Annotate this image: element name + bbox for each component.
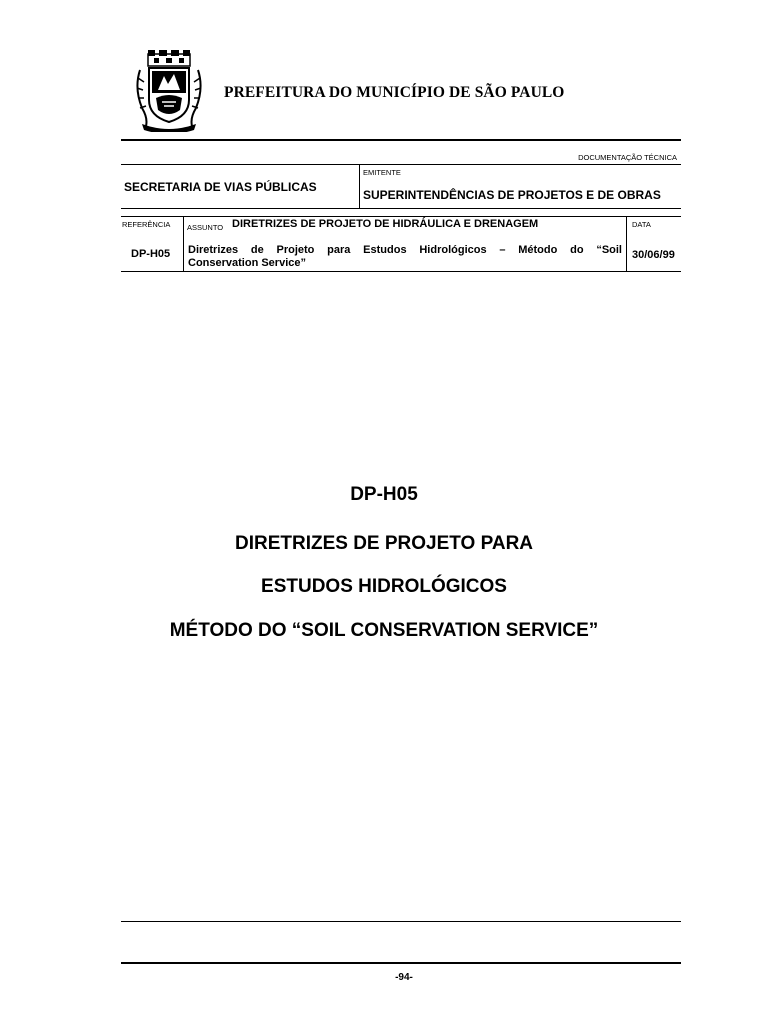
- table-divider: [359, 164, 360, 209]
- document-date: 30/06/99: [632, 249, 675, 261]
- issuer-label: EMITENTE: [363, 168, 401, 177]
- header-divider: [121, 139, 681, 141]
- footer-divider: [121, 921, 681, 922]
- main-title-line-2: ESTUDOS HIDROLÓGICOS: [261, 576, 507, 597]
- coat-of-arms-logo: [134, 48, 204, 132]
- doc-type-label: DOCUMENTAÇÃO TÉCNICA: [578, 153, 677, 162]
- page-number: -94-: [395, 972, 413, 983]
- main-title-line-1: DIRETRIZES DE PROJETO PARA: [234, 533, 534, 554]
- table-rule: [121, 208, 681, 209]
- organization-title: PREFEITURA DO MUNICÍPIO DE SÃO PAULO: [224, 84, 565, 101]
- document-code-heading: DP-H05: [350, 484, 418, 505]
- reference-code: DP-H05: [131, 248, 171, 260]
- table-rule: [121, 271, 681, 272]
- reference-label: REFERÊNCIA: [122, 220, 171, 229]
- subject-description-line-2: Conservation Service”: [188, 257, 306, 269]
- table-rule: [121, 216, 681, 217]
- department-name: SECRETARIA DE VIAS PÚBLICAS: [124, 180, 317, 194]
- table-rule: [121, 164, 681, 165]
- table-divider: [183, 216, 184, 272]
- footer-divider: [121, 962, 681, 964]
- subject-label: ASSUNTO: [187, 223, 224, 232]
- subject-title: DIRETRIZES DE PROJETO DE HIDRÁULICA E DRENAGEM: [232, 218, 539, 230]
- main-title-line-3: MÉTODO DO “SOIL CONSERVATION SERVICE”: [169, 620, 599, 641]
- table-divider: [626, 216, 627, 272]
- date-label: DATA: [632, 220, 651, 229]
- subject-description-line-1: Diretrizes de Projeto para Estudos Hidrológicos – Método do “Soil: [188, 244, 622, 256]
- issuer-name: SUPERINTENDÊNCIAS DE PROJETOS E DE OBRAS: [363, 188, 661, 202]
